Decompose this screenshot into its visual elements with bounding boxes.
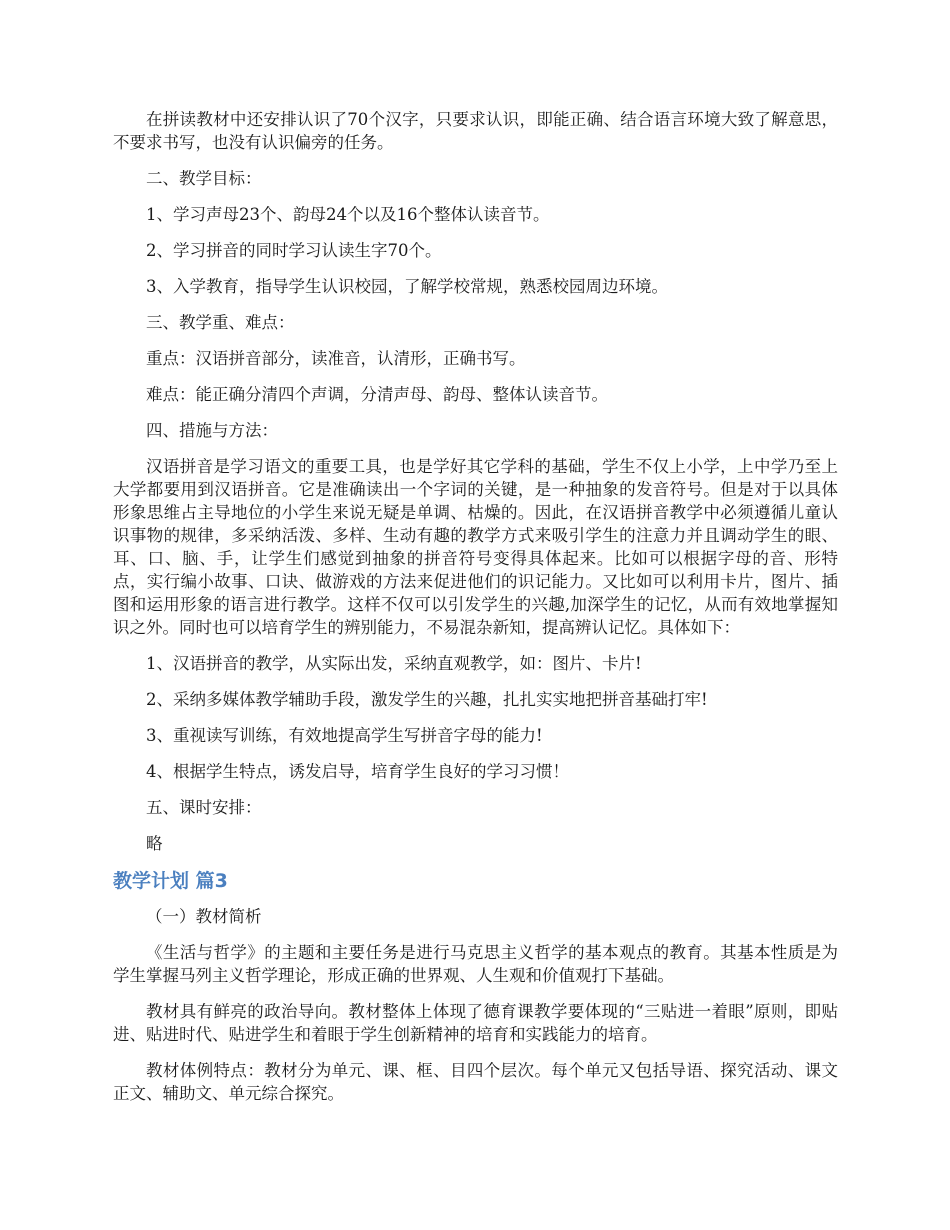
goal-item-1: 1、学习声母23个、韵母24个以及16个整体认读音节。 (146, 205, 550, 224)
method-item-2: 2、采纳多媒体教学辅助手段，激发学生的兴趣，扎扎实实地把拼音基础打牢! (146, 690, 708, 709)
plan-heading: 教学计划 篇3 (113, 870, 228, 892)
method-item-3: 3、重视读写训练，有效地提高学生写拼音字母的能力! (146, 726, 543, 745)
method-item-1: 1、汉语拼音的教学，从实际出发，采纳直观教学，如：图片、卡片! (146, 654, 642, 673)
method-item-4: 4、根据学生特点，诱发启导，培育学生良好的学习习惯！ (146, 762, 569, 781)
goal-item-3: 3、入学教育，指导学生认识校园，了解学校常规，熟悉校园周边环境。 (146, 277, 668, 296)
section-title-methods: 四、措施与方法： (146, 421, 278, 440)
goal-item-2: 2、学习拼音的同时学习认读生字70个。 (146, 241, 442, 260)
schedule-omitted: 略 (146, 834, 163, 853)
paragraph-theme: 《生活与哲学》的主题和主要任务是进行马克思主义哲学的基本观点的教育。其基本性质是为学生掌握马列主义哲学理论，形成正确的世界观、人生观和价值观打下基础。 (113, 943, 838, 985)
paragraph-orientation: 教材具有鲜亮的政治导向。教材整体上体现了德育课教学要体现的“三贴进一着眼”原则，即贴进、贴进时代、贴进学生和着眼于学生创新精神的培育和实践能力的培育。 (113, 1002, 838, 1044)
section-title-goals: 二、教学目标： (146, 169, 262, 188)
document-page (113, 108, 838, 1118)
paragraph-pinyin-characters: 在拼读教材中还安排认识了70个汉字，只要求认识，即能正确、结合语言环境大致了解意思，不要求书写，也没有认识偏旁的任务。 (113, 110, 838, 152)
section-title-key-points: 三、教学重、难点： (146, 313, 295, 332)
subsection-title-analysis: （一）教材简析 (146, 907, 262, 926)
key-point: 重点：汉语拼音部分，读准音，认清形，正确书写。 (146, 349, 526, 368)
paragraph-structure: 教材体例特点：教材分为单元、课、框、目四个层次。每个单元又包括导语、探究活动、课文正文、辅助文、单元综合探究。 (113, 1061, 838, 1103)
paragraph-methods: 汉语拼音是学习语文的重要工具，也是学好其它学科的基础，学生不仅上小学，上中学乃至上大学都要用到汉语拼音。它是准确读出一个字词的关键，是一种抽象的发音符号。但是对于以具体形象思维占主导地位的小学生来说无疑是单调、枯燥的。因此，在汉语拼音教学中必须遵循儿童认识事物的规律，多采纳活泼、多样、生动有趣的教学方式来吸引学生的注意力并且调动学生的眼、耳、口、脑、手，让学生们感觉到抽象的拼音符号变得具体起来。比如可以根据字母的音、形特点，实行编小故事、口诀、做游戏的方法来促进他们的识记能力。又比如可以利用卡片，图片、插图和运用形象的语言进行教学。这样不仅可以引发学生的兴趣,加深学生的记忆，从而有效地掌握知识之外。同时也可以培育学生的辨别能力，不易混杂新知，提高辨认记忆。具体如下： (113, 457, 838, 637)
difficult-point: 难点：能正确分清四个声调，分清声母、韵母、整体认读音节。 (146, 385, 608, 404)
section-title-schedule: 五、课时安排： (146, 798, 262, 817)
